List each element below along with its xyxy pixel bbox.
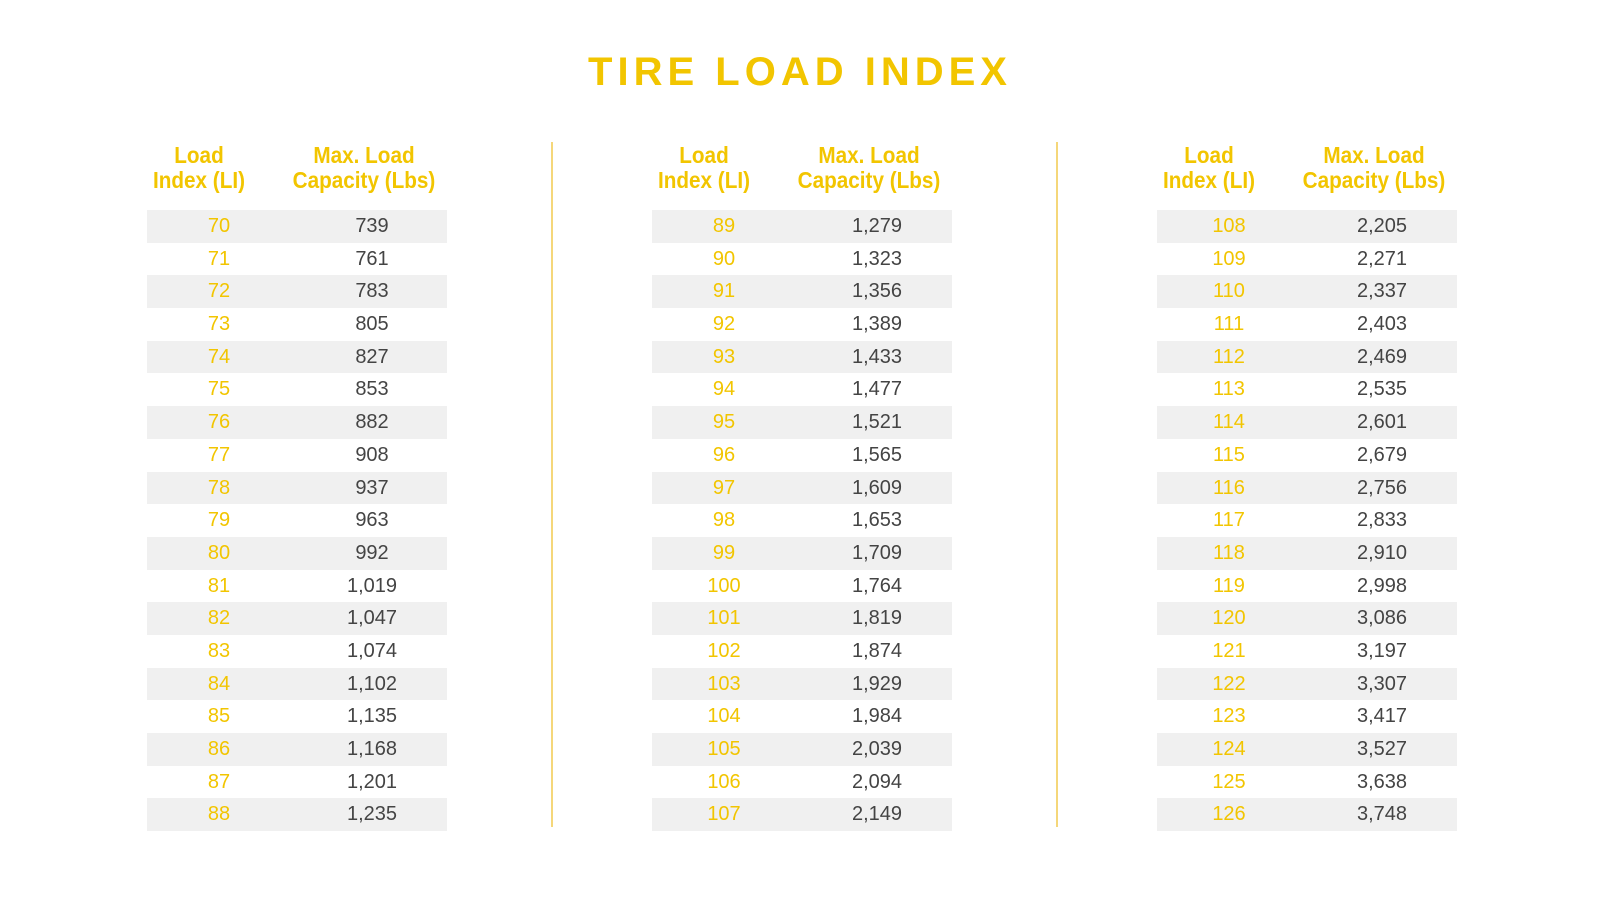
max-load-value: 783: [355, 280, 389, 303]
max-load-value: 3,086: [1356, 607, 1408, 630]
max-load-value: 1,819: [851, 607, 903, 630]
table-row: [1157, 635, 1457, 668]
max-load-value: 1,709: [851, 541, 903, 564]
max-load-value: 2,149: [851, 803, 903, 826]
table-row: [147, 766, 447, 799]
column-divider: [1056, 142, 1058, 827]
load-index-value: 106: [707, 770, 741, 793]
load-index-table-1: [147, 140, 447, 826]
table-row: [1157, 766, 1457, 799]
table-row: [652, 602, 952, 635]
max-load-value: 2,469: [1356, 345, 1408, 368]
load-index-value: 107: [707, 803, 741, 826]
load-index-value: 119: [1213, 574, 1245, 597]
load-index-value: 104: [707, 705, 741, 728]
max-load-value: 1,356: [851, 280, 903, 303]
table-body: [652, 210, 952, 831]
table-row: [147, 373, 447, 406]
max-load-value: 2,756: [1356, 476, 1408, 499]
table-row: [652, 308, 952, 341]
table-row: [147, 341, 447, 374]
table-row: [1157, 341, 1457, 374]
column-divider: [551, 142, 553, 827]
max-load-value: 3,307: [1356, 672, 1408, 695]
load-index-value: 101: [707, 607, 741, 630]
load-index-value: 90: [712, 247, 736, 270]
table-row: [652, 537, 952, 570]
max-load-header-line1: Max. Load: [313, 142, 415, 168]
max-load-value: 963: [355, 509, 389, 532]
table-row: [1157, 373, 1457, 406]
load-index-header: [646, 143, 761, 193]
max-load-header-line1: Max. Load: [818, 142, 920, 168]
load-index-value: 82: [207, 607, 231, 630]
load-index-value: 122: [1212, 672, 1246, 695]
load-index-value: 80: [207, 541, 231, 564]
max-load-header-line1: Max. Load: [1323, 142, 1425, 168]
load-index-header-line2: Index (LI): [1162, 167, 1255, 193]
table-row: [1157, 602, 1457, 635]
load-index-header-line2: Index (LI): [657, 167, 750, 193]
load-index-value: 99: [712, 541, 736, 564]
table-row: [147, 537, 447, 570]
load-index-value: 110: [1213, 280, 1245, 303]
max-load-value: 1,074: [346, 639, 398, 662]
load-index-value: 89: [712, 215, 736, 237]
load-index-value: 84: [207, 672, 231, 695]
max-load-value: 827: [355, 345, 389, 368]
max-load-value: 1,279: [851, 215, 903, 237]
max-load-value: 1,984: [851, 705, 903, 728]
max-load-value: 1,323: [851, 247, 903, 270]
table-row: [652, 766, 952, 799]
table-row: [147, 210, 447, 243]
table-row: [652, 733, 952, 766]
load-index-value: 98: [712, 509, 736, 532]
load-index-value: 121: [1212, 639, 1246, 662]
max-load-value: 1,477: [851, 378, 903, 401]
load-index-value: 109: [1212, 247, 1246, 270]
load-index-value: 123: [1212, 705, 1246, 728]
max-load-value: 761: [355, 247, 389, 270]
max-load-value: 2,998: [1356, 574, 1408, 597]
table-header: [147, 140, 447, 210]
max-load-value: 1,135: [346, 705, 398, 728]
table-row: [1157, 668, 1457, 701]
max-load-value: 805: [355, 313, 389, 336]
table-row: [652, 210, 952, 243]
load-index-value: 77: [207, 443, 231, 466]
table-body: [147, 210, 447, 831]
load-index-value: 95: [712, 411, 736, 434]
load-index-value: 93: [712, 345, 736, 368]
load-index-value: 91: [712, 280, 736, 303]
table-row: [652, 668, 952, 701]
table-row: [1157, 798, 1457, 831]
load-index-value: 114: [1213, 411, 1245, 434]
table-row: [1157, 472, 1457, 505]
table-row: [652, 341, 952, 374]
max-load-header-line2: Capacity (Lbs): [292, 167, 436, 193]
max-load-value: 908: [355, 443, 389, 466]
max-load-value: 2,039: [851, 738, 903, 760]
table-row: [652, 275, 952, 308]
table-row: [652, 406, 952, 439]
load-index-value: 71: [207, 247, 231, 270]
table-row: [652, 472, 952, 505]
load-index-value: 72: [207, 280, 231, 303]
load-index-value: 120: [1212, 607, 1246, 630]
max-load-value: 1,565: [851, 443, 903, 466]
load-index-value: 94: [712, 378, 736, 401]
table-row: [147, 570, 447, 603]
load-index-value: 118: [1213, 541, 1245, 564]
load-index-value: 75: [207, 378, 231, 401]
max-load-value: 2,601: [1356, 411, 1408, 434]
table-row: [147, 700, 447, 733]
load-index-value: 76: [207, 411, 231, 434]
table-row: [652, 635, 952, 668]
table-row: [147, 472, 447, 505]
table-row: [1157, 243, 1457, 276]
max-load-value: 2,205: [1356, 215, 1408, 237]
load-index-value: 83: [207, 639, 231, 662]
max-load-value: 2,679: [1356, 443, 1408, 466]
max-load-value: 1,609: [851, 476, 903, 499]
max-load-value: 1,235: [346, 803, 398, 826]
load-index-value: 92: [712, 313, 736, 336]
table-row: [652, 504, 952, 537]
max-load-value: 1,168: [346, 738, 398, 760]
table-header: [1157, 140, 1457, 210]
max-load-value: 1,102: [346, 672, 398, 695]
table-row: [1157, 504, 1457, 537]
load-index-table-3: [1157, 140, 1457, 826]
max-load-header: [793, 143, 946, 193]
max-load-value: 882: [355, 411, 389, 434]
max-load-value: 1,929: [851, 672, 903, 695]
max-load-value: 2,833: [1356, 509, 1408, 532]
max-load-value: 1,201: [346, 770, 398, 793]
load-index-value: 78: [207, 476, 231, 499]
table-row: [147, 668, 447, 701]
table-row: [147, 504, 447, 537]
table-row: [147, 243, 447, 276]
table-row: [1157, 700, 1457, 733]
max-load-value: 992: [355, 541, 389, 564]
table-row: [1157, 275, 1457, 308]
load-index-value: 97: [712, 476, 736, 499]
load-index-value: 102: [707, 639, 741, 662]
max-load-value: 3,638: [1356, 770, 1408, 793]
table-header: [652, 140, 952, 210]
max-load-value: 1,653: [851, 509, 903, 532]
load-index-value: 105: [707, 738, 741, 760]
table-row: [147, 406, 447, 439]
table-row: [652, 243, 952, 276]
max-load-header: [288, 143, 441, 193]
max-load-value: 3,527: [1356, 738, 1408, 760]
load-index-value: 126: [1212, 803, 1246, 826]
table-body: [1157, 210, 1457, 831]
table-row: [147, 439, 447, 472]
load-index-value: 79: [207, 509, 231, 532]
load-index-value: 103: [707, 672, 741, 695]
max-load-value: 1,433: [851, 345, 903, 368]
max-load-header: [1298, 143, 1451, 193]
table-row: [147, 275, 447, 308]
table-row: [1157, 733, 1457, 766]
load-index-value: 116: [1213, 476, 1245, 499]
max-load-value: 2,535: [1356, 378, 1408, 401]
load-index-table-2: [652, 140, 952, 826]
load-index-header-line1: Load: [1184, 142, 1234, 168]
table-row: [652, 570, 952, 603]
max-load-value: 853: [355, 378, 389, 401]
load-index-value: 87: [207, 770, 231, 793]
table-row: [652, 439, 952, 472]
table-row: [652, 373, 952, 406]
table-row: [147, 733, 447, 766]
load-index-value: 96: [712, 443, 736, 466]
table-row: [147, 798, 447, 831]
max-load-value: 1,389: [851, 313, 903, 336]
max-load-value: 1,047: [346, 607, 398, 630]
max-load-value: 1,521: [851, 411, 903, 434]
load-index-header-line1: Load: [679, 142, 729, 168]
load-index-value: 125: [1212, 770, 1246, 793]
max-load-value: 2,910: [1356, 541, 1408, 564]
load-index-value: 117: [1213, 509, 1245, 532]
max-load-value: 2,271: [1356, 247, 1408, 270]
max-load-value: 739: [355, 215, 389, 237]
max-load-header-line2: Capacity (Lbs): [1302, 167, 1446, 193]
load-index-value: 111: [1213, 313, 1245, 336]
load-index-value: 70: [207, 215, 231, 237]
load-index-value: 124: [1212, 738, 1246, 760]
load-index-value: 86: [207, 738, 231, 760]
load-index-value: 73: [207, 313, 231, 336]
table-row: [147, 602, 447, 635]
load-index-value: 100: [707, 574, 741, 597]
max-load-value: 1,019: [346, 574, 398, 597]
max-load-value: 3,748: [1356, 803, 1408, 826]
load-index-value: 113: [1213, 378, 1245, 401]
table-row: [652, 798, 952, 831]
load-index-header: [1151, 143, 1266, 193]
max-load-value: 937: [355, 476, 389, 499]
load-index-header-line1: Load: [174, 142, 224, 168]
table-row: [147, 635, 447, 668]
load-index-header: [141, 143, 256, 193]
max-load-value: 1,764: [851, 574, 903, 597]
table-row: [1157, 406, 1457, 439]
max-load-header-line2: Capacity (Lbs): [797, 167, 941, 193]
table-row: [1157, 308, 1457, 341]
load-index-value: 115: [1213, 443, 1245, 466]
table-row: [1157, 210, 1457, 243]
max-load-value: 1,874: [851, 639, 903, 662]
load-index-header-line2: Index (LI): [152, 167, 245, 193]
max-load-value: 3,417: [1356, 705, 1408, 728]
max-load-value: 2,094: [851, 770, 903, 793]
max-load-value: 2,403: [1356, 313, 1408, 336]
page-title: TIRE LOAD INDEX: [588, 50, 1012, 94]
max-load-value: 3,197: [1356, 639, 1408, 662]
table-row: [1157, 537, 1457, 570]
load-index-value: 88: [207, 803, 231, 826]
table-row: [1157, 570, 1457, 603]
load-index-value: 74: [207, 345, 231, 368]
table-row: [147, 308, 447, 341]
load-index-value: 81: [207, 574, 231, 597]
max-load-value: 2,337: [1356, 280, 1408, 303]
load-index-value: 85: [207, 705, 231, 728]
load-index-value: 108: [1212, 215, 1246, 237]
table-row: [652, 700, 952, 733]
table-row: [1157, 439, 1457, 472]
load-index-value: 112: [1213, 345, 1245, 368]
